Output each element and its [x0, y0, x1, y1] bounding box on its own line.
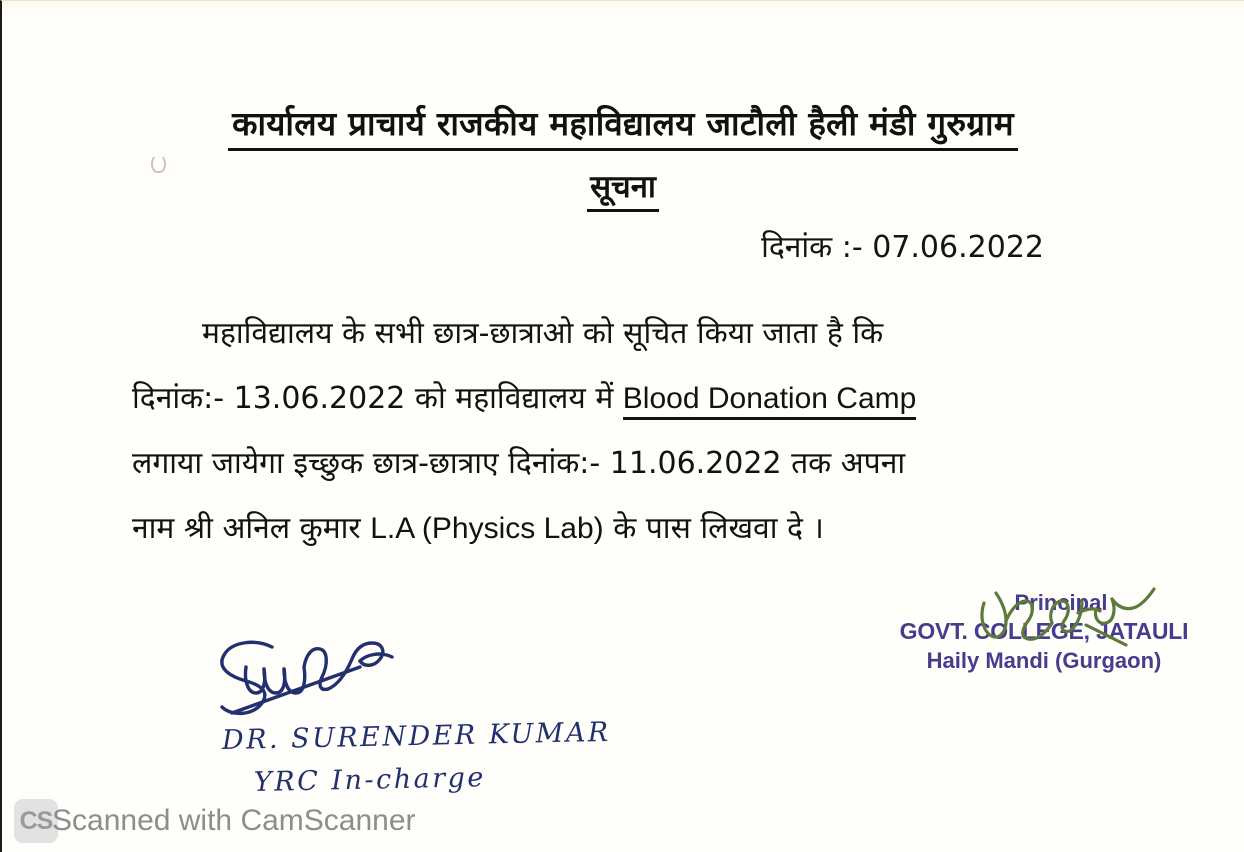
handwritten-signature	[210, 637, 440, 723]
emphasis-text: Blood Donation Camp	[623, 382, 917, 420]
document-body	[132, 301, 1132, 561]
stamp-location: Haily Mandi (Gurgaon)	[926, 647, 1162, 673]
signer-role: YRC In-charge	[253, 762, 487, 798]
body-line	[132, 301, 1132, 366]
signer-printed-name: DR. SURENDER KUMAR	[221, 716, 612, 756]
body-line	[132, 366, 1132, 431]
body-text: लगाया जायेगा इच्छुक छात्र-छात्राए दिनांक:- 11.06.2022 तक अपना	[132, 446, 906, 481]
body-text: नाम श्री अनिल कुमार	[132, 511, 371, 546]
body-text: महाविद्यालय के सभी छात्र-छात्राओ को सूचित किया जाता है कि	[202, 316, 884, 351]
principal-stamp	[894, 589, 1194, 675]
stamp-institution: GOVT. COLLEGE, JATAULI	[899, 618, 1189, 645]
document-title-container	[2, 105, 1244, 151]
document-title: कार्यालय प्राचार्य राजकीय महाविद्यालय जाटौली हैली मंडी गुरुग्राम	[228, 105, 1018, 151]
document-date: दिनांक :- 07.06.2022	[761, 230, 1044, 265]
body-text: L.A (Physics Lab)	[370, 512, 604, 545]
document-subtitle-container	[2, 169, 1244, 212]
camscanner-watermark	[14, 798, 416, 844]
camscanner-watermark-text: Scanned with CamScanner	[52, 804, 416, 837]
body-text: दिनांक:- 13.06.2022 को महाविद्यालय में	[132, 381, 623, 416]
document-subtitle: सूचना	[587, 169, 659, 212]
body-text: के पास लिखवा दे ।	[603, 511, 824, 546]
body-line	[132, 496, 1132, 561]
body-line	[132, 431, 1132, 496]
stamp-title: Principal	[1014, 590, 1108, 615]
camscanner-logo-icon: CS	[14, 799, 58, 843]
principal-signature	[966, 585, 1166, 653]
